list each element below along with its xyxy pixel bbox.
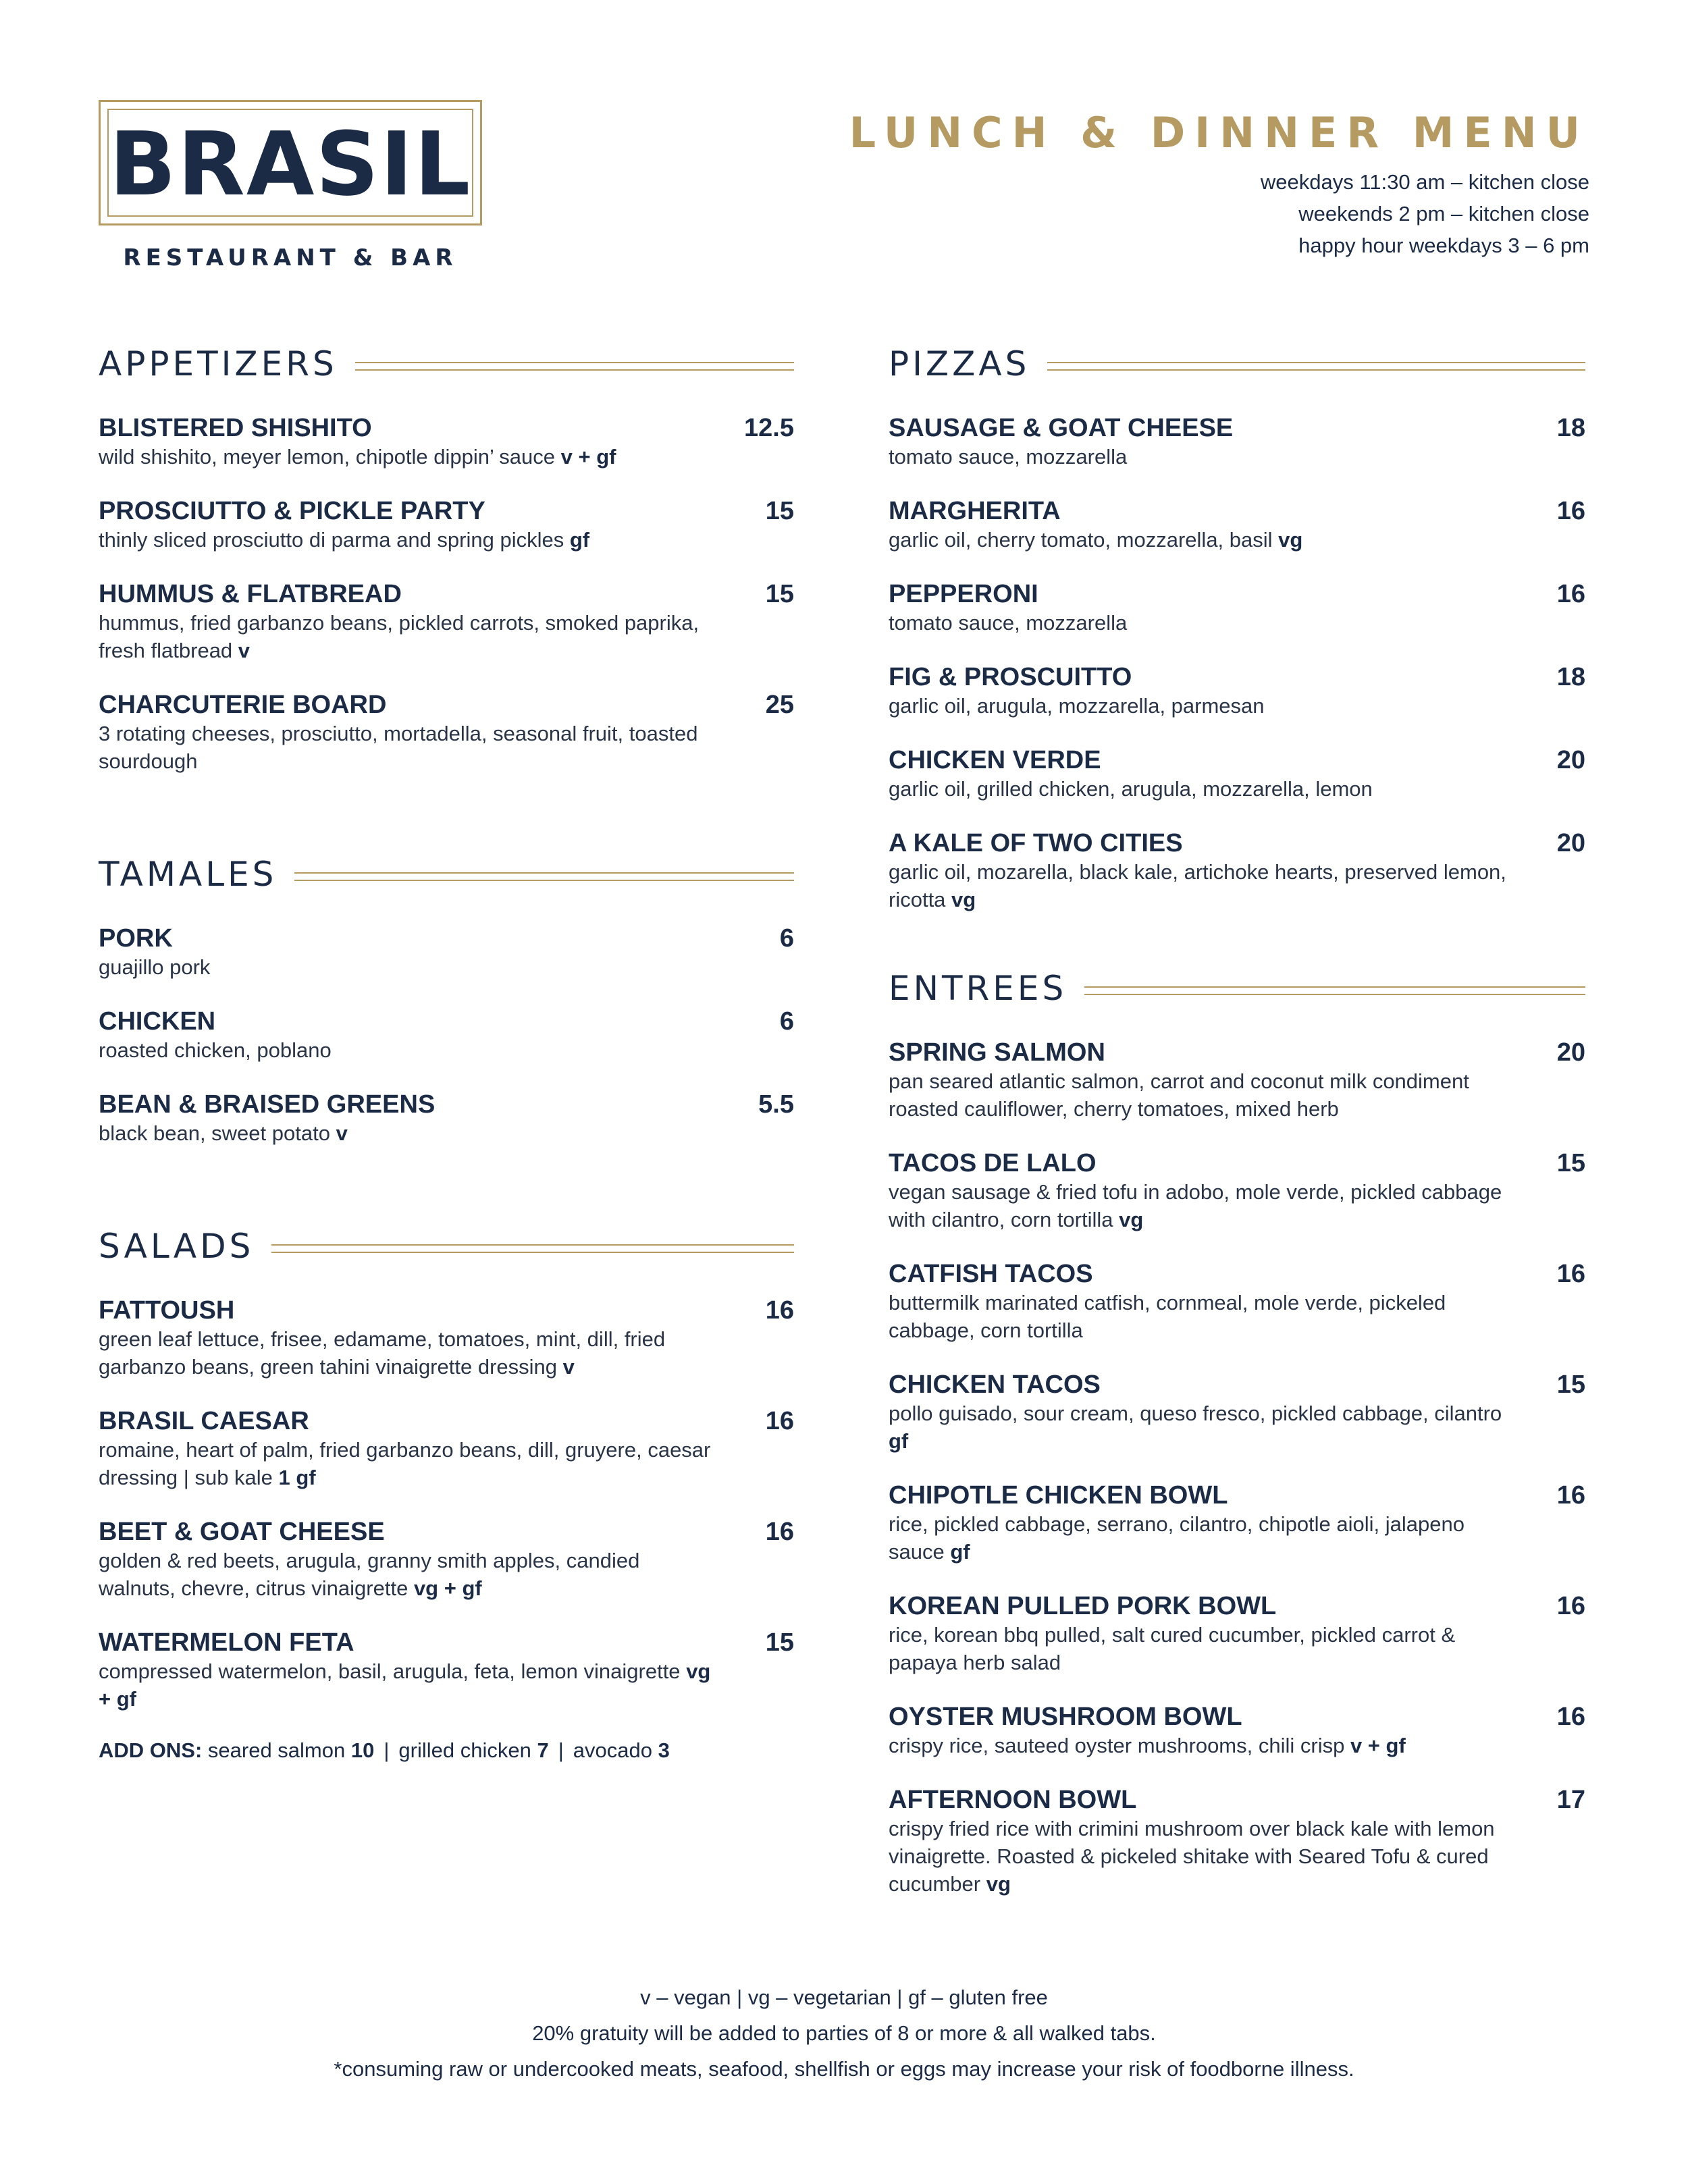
item-description: [889, 1732, 1511, 1759]
item-description: [99, 953, 720, 981]
dietary-tag: v: [238, 639, 250, 662]
section-header: [99, 1227, 794, 1266]
menu-item: [889, 496, 1585, 554]
menu-item: [99, 1090, 794, 1147]
item-desc-text: tomato sauce, mozzarella: [889, 611, 1128, 635]
menu-item: [99, 579, 794, 664]
section-rule: [294, 872, 794, 881]
item-price: 16: [1556, 1592, 1585, 1620]
menu-item: [99, 1007, 794, 1064]
item-desc-text: guajillo pork: [99, 955, 211, 979]
dietary-tag: v + gf: [1350, 1734, 1406, 1757]
item-description: [889, 1400, 1511, 1455]
item-name: MARGHERITA: [889, 497, 1061, 525]
item-price: 16: [765, 1407, 794, 1435]
item-price: 15: [765, 580, 794, 608]
item-name: CHICKEN TACOS: [889, 1370, 1101, 1399]
add-on-price: 3: [658, 1738, 670, 1762]
add-on-name: avocado: [573, 1738, 653, 1762]
item-name: PROSCIUTTO & PICKLE PARTY: [99, 497, 485, 525]
dietary-tag: vg: [986, 1872, 1011, 1896]
item-price: 15: [1556, 1370, 1585, 1399]
item-name: CHICKEN: [99, 1007, 216, 1036]
item-name: SPRING SALMON: [889, 1038, 1105, 1067]
dietary-tag: vg: [1119, 1208, 1144, 1231]
item-name: FIG & PROSCUITTO: [889, 663, 1132, 691]
item-price: 17: [1556, 1786, 1585, 1814]
dietary-tag: v: [336, 1121, 348, 1145]
item-description: [889, 1621, 1511, 1676]
add-on-price: 10: [350, 1738, 375, 1762]
menu-item: [889, 1702, 1585, 1759]
item-description: [889, 443, 1511, 471]
item-name: PEPPERONI: [889, 580, 1038, 608]
menu-item: [99, 1517, 794, 1602]
item-name: AFTERNOON BOWL: [889, 1786, 1137, 1814]
menu-item: [889, 1148, 1585, 1233]
section-rule: [355, 362, 794, 371]
menu-item: [99, 496, 794, 554]
item-name: OYSTER MUSHROOM BOWL: [889, 1703, 1242, 1731]
item-name: CHARCUTERIE BOARD: [99, 691, 387, 719]
item-description: [889, 775, 1511, 803]
item-desc-text: crispy rice, sauteed oyster mushrooms, chili crisp: [889, 1734, 1345, 1757]
hours-line: happy hour weekdays 3 – 6 pm: [1298, 234, 1589, 257]
separator: |: [558, 1738, 564, 1762]
item-description: [889, 1178, 1511, 1233]
item-price: 20: [1556, 746, 1585, 774]
item-price: 18: [1556, 663, 1585, 691]
item-description: [889, 1510, 1511, 1566]
dietary-tag: v: [562, 1355, 575, 1379]
menu-item: [889, 828, 1585, 913]
section-tamales: [99, 855, 794, 1147]
item-description: [889, 609, 1511, 637]
add-on-name: grilled chicken: [398, 1738, 531, 1762]
menu-item: [99, 924, 794, 981]
dietary-tag: v + gf: [560, 445, 616, 469]
menu-item: [889, 413, 1585, 471]
menu-item: [889, 1259, 1585, 1344]
right-column: [889, 344, 1585, 1923]
item-desc-text: vegan sausage & fried tofu in adobo, mole verde, pickled cabbage with cilantro, corn tortilla: [889, 1180, 1502, 1231]
menu-item: [99, 1406, 794, 1491]
brand-name: BRASIL: [109, 113, 472, 215]
item-price: 15: [765, 1628, 794, 1657]
item-desc-text: pollo guisado, sour cream, queso fresco, pickled cabbage, cilantro: [889, 1402, 1502, 1425]
add-ons-label: ADD ONS:: [99, 1738, 203, 1762]
item-name: CATFISH TACOS: [889, 1260, 1093, 1288]
item-description: [99, 1036, 720, 1064]
item-name: BEAN & BRAISED GREENS: [99, 1090, 436, 1119]
section-title: SALADS: [99, 1227, 255, 1266]
item-description: [889, 526, 1511, 554]
item-desc-text: golden & red beets, arugula, granny smith apples, candied walnuts, chevre, citrus vinaigrette: [99, 1549, 640, 1600]
item-price: 16: [765, 1296, 794, 1325]
hours-line: weekdays 11:30 am – kitchen close: [1260, 170, 1589, 194]
item-price: 25: [765, 691, 794, 719]
item-description: [889, 1067, 1511, 1123]
dietary-tag: vg: [1278, 528, 1303, 552]
menu-item: [889, 1038, 1585, 1123]
item-name: A KALE OF TWO CITIES: [889, 829, 1183, 857]
dietary-tag: 1 gf: [278, 1466, 316, 1489]
menu-item: [889, 662, 1585, 720]
logo-box: [99, 100, 482, 225]
item-price: 20: [1556, 829, 1585, 857]
section-rule: [271, 1244, 794, 1253]
item-description: [99, 1436, 720, 1491]
item-desc-text: rice, pickled cabbage, serrano, cilantro, chipotle aioli, jalapeno sauce: [889, 1512, 1465, 1564]
item-price: 16: [1556, 1703, 1585, 1731]
item-description: [99, 1325, 720, 1381]
section-title: ENTREES: [889, 969, 1067, 1008]
item-desc-text: rice, korean bbq pulled, salt cured cucumber, pickled carrot & papaya herb salad: [889, 1623, 1456, 1674]
item-price: 15: [765, 497, 794, 525]
item-description: [99, 443, 720, 471]
item-description: [99, 720, 720, 775]
add-ons: [99, 1738, 794, 1763]
item-desc-text: romaine, heart of palm, fried garbanzo beans, dill, gruyere, caesar dressing | sub kale: [99, 1438, 711, 1489]
menu-item: [99, 1628, 794, 1713]
menu-item: [99, 690, 794, 775]
item-name: BRASIL CAESAR: [99, 1407, 309, 1435]
item-description: [889, 1815, 1511, 1898]
item-desc-text: hummus, fried garbanzo beans, pickled carrots, smoked paprika, fresh flatbread: [99, 611, 700, 662]
section-entrees: [889, 969, 1585, 1898]
item-name: CHICKEN VERDE: [889, 746, 1101, 774]
item-name: BEET & GOAT CHEESE: [99, 1518, 385, 1546]
section-rule: [1047, 362, 1585, 371]
dietary-tag: vg + gf: [99, 1659, 711, 1711]
item-description: [889, 692, 1511, 720]
dietary-tag: gf: [569, 528, 590, 552]
item-desc-text: garlic oil, arugula, mozzarella, parmesan: [889, 694, 1265, 718]
hours-line: weekends 2 pm – kitchen close: [1298, 202, 1589, 225]
item-desc-text: buttermilk marinated catfish, cornmeal, mole verde, pickeled cabbage, corn tortilla: [889, 1291, 1446, 1342]
menu-title: LUNCH & DINNER MENU: [849, 108, 1589, 157]
item-desc-text: garlic oil, cherry tomato, mozzarella, basil: [889, 528, 1273, 552]
menu-item: [889, 1481, 1585, 1566]
menu-item: [889, 1591, 1585, 1676]
item-description: [99, 1657, 720, 1713]
section-title: TAMALES: [99, 855, 278, 894]
menu-item: [99, 1296, 794, 1381]
item-price: 16: [765, 1518, 794, 1546]
item-price: 5.5: [758, 1090, 794, 1119]
item-price: 18: [1556, 414, 1585, 442]
item-name: CHIPOTLE CHICKEN BOWL: [889, 1481, 1228, 1510]
section-rule: [1084, 986, 1585, 995]
dietary-tag: vg: [951, 888, 976, 911]
item-desc-text: black bean, sweet potato: [99, 1121, 330, 1145]
item-description: [99, 609, 720, 664]
item-desc-text: wild shishito, meyer lemon, chipotle dippin’ sauce: [99, 445, 556, 469]
footer-gratuity: 20% gratuity will be added to parties of 8 or more & all walked tabs.: [532, 2021, 1156, 2045]
item-desc-text: pan seared atlantic salmon, carrot and coconut milk condiment roasted cauliflower, cherry tomatoes, mixed herb: [889, 1069, 1469, 1121]
add-on-name: seared salmon: [207, 1738, 346, 1762]
item-desc-text: garlic oil, grilled chicken, arugula, mozzarella, lemon: [889, 777, 1373, 801]
dietary-tag: gf: [950, 1540, 970, 1564]
section-pizzas: [889, 344, 1585, 913]
separator: |: [384, 1738, 390, 1762]
add-on-price: 7: [537, 1738, 549, 1762]
item-name: SAUSAGE & GOAT CHEESE: [889, 414, 1234, 442]
brand-subtitle: RESTAURANT & BAR: [123, 244, 458, 271]
section-header: [889, 344, 1585, 383]
item-price: 6: [779, 1007, 794, 1036]
section-title: APPETIZERS: [99, 344, 338, 383]
item-price: 16: [1556, 497, 1585, 525]
item-price: 16: [1556, 1481, 1585, 1510]
item-price: 16: [1556, 1260, 1585, 1288]
menu-item: [99, 413, 794, 471]
menu-item: [889, 579, 1585, 637]
item-desc-text: garlic oil, mozarella, black kale, artichoke hearts, preserved lemon, ricotta: [889, 860, 1506, 911]
section-header: [99, 344, 794, 383]
item-price: 6: [779, 924, 794, 953]
section-appetizers: [99, 344, 794, 775]
item-desc-text: thinly sliced prosciutto di parma and spring pickles: [99, 528, 564, 552]
hours-block: [1261, 166, 1589, 261]
left-column: [99, 344, 794, 1763]
item-description: [99, 1547, 720, 1602]
item-desc-text: green leaf lettuce, frisee, edamame, tomatoes, mint, dill, fried garbanzo beans, green tahini vinaigrette dressing: [99, 1327, 666, 1379]
item-name: WATERMELON FETA: [99, 1628, 354, 1657]
item-name: FATTOUSH: [99, 1296, 235, 1325]
item-description: [889, 1289, 1511, 1344]
menu-item: [889, 745, 1585, 803]
footer-disclaimer: *consuming raw or undercooked meats, seafood, shellfish or eggs may increase your risk of foodborne illness.: [334, 2057, 1354, 2081]
item-desc-text: 3 rotating cheeses, prosciutto, mortadella, seasonal fruit, toasted sourdough: [99, 722, 698, 773]
item-desc-text: crispy fried rice with crimini mushroom over black kale with lemon vinaigrette. Roasted & pickeled shitake with Seared Tofu & cured cucumber: [889, 1817, 1495, 1896]
item-price: 15: [1556, 1149, 1585, 1177]
section-header: [889, 969, 1585, 1008]
item-desc-text: tomato sauce, mozzarella: [889, 445, 1128, 469]
section-header: [99, 855, 794, 894]
item-name: PORK: [99, 924, 173, 953]
item-name: BLISTERED SHISHITO: [99, 414, 372, 442]
menu-item: [889, 1785, 1585, 1898]
footer: [0, 1979, 1688, 2087]
dietary-tag: gf: [889, 1429, 909, 1453]
item-price: 12.5: [744, 414, 794, 442]
item-desc-text: roasted chicken, poblano: [99, 1038, 332, 1062]
item-description: [889, 858, 1511, 913]
menu-item: [889, 1370, 1585, 1455]
item-name: KOREAN PULLED PORK BOWL: [889, 1592, 1277, 1620]
item-name: HUMMUS & FLATBREAD: [99, 580, 402, 608]
item-price: 16: [1556, 580, 1585, 608]
dietary-tag: vg + gf: [413, 1576, 482, 1600]
item-desc-text: compressed watermelon, basil, arugula, feta, lemon vinaigrette: [99, 1659, 681, 1683]
footer-legend: v – vegan | vg – vegetarian | gf – gluten free: [640, 1986, 1048, 2009]
section-salads: [99, 1227, 794, 1763]
item-price: 20: [1556, 1038, 1585, 1067]
item-description: [99, 526, 720, 554]
item-description: [99, 1119, 720, 1147]
section-title: PIZZAS: [889, 344, 1030, 383]
item-name: TACOS DE LALO: [889, 1149, 1097, 1177]
